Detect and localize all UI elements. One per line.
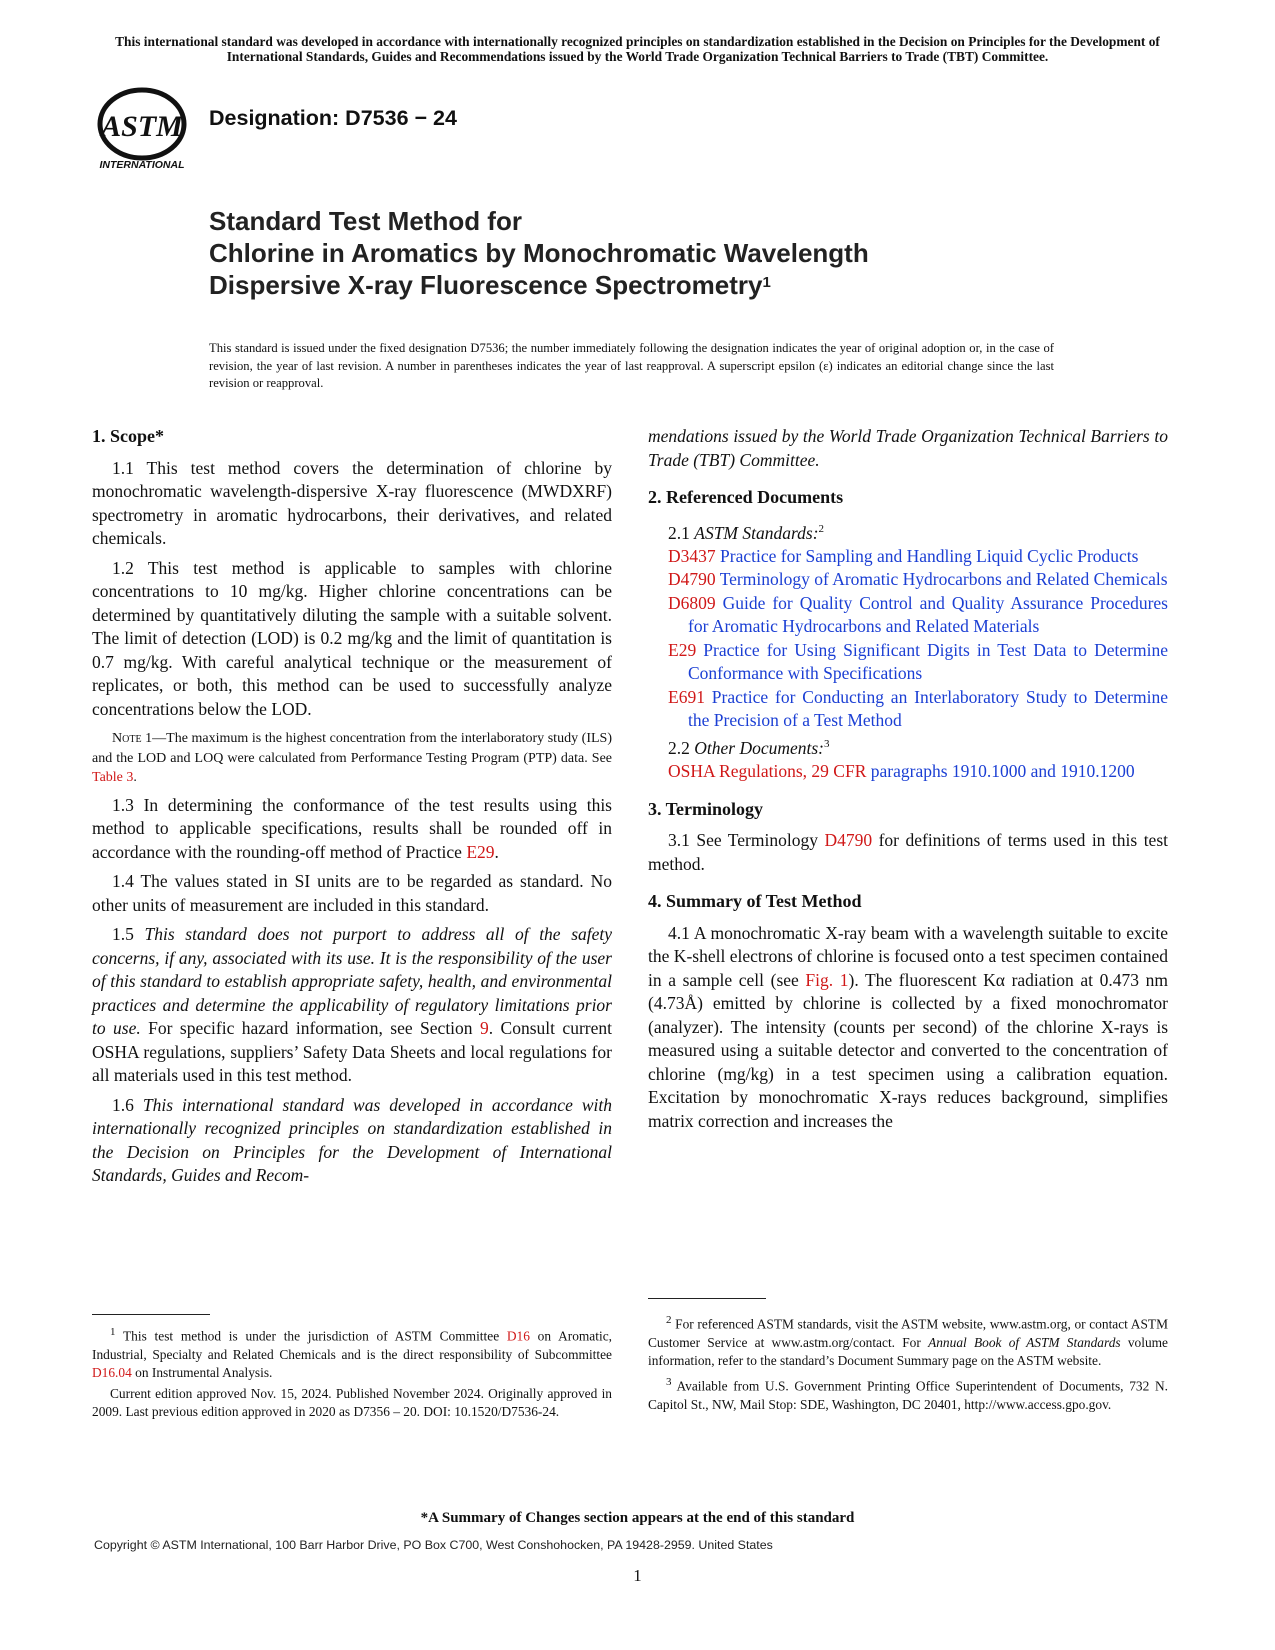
footnote-1-mark: 1 <box>110 1326 116 1338</box>
footnote-1-text-c: on Instrumental Analysis. <box>131 1365 273 1381</box>
reference-code[interactable]: D6809 <box>668 592 716 613</box>
right-column <box>648 425 1168 1133</box>
para-1-4: 1.4 The values stated in SI units are to be regarded as standard. No other units of measurement are included in this standard. <box>92 871 612 915</box>
reference-title[interactable]: Practice for Sampling and Handling Liquid Cyclic Products <box>715 545 1139 566</box>
page-number: 1 <box>633 1566 642 1585</box>
reference-e691 <box>668 686 1168 733</box>
table-3-link[interactable]: Table 3 <box>92 770 134 785</box>
footnote-3-text: Available from U.S. Government Printing Office Superintendent of Documents, 732 N. Capitol St., NW, Mail Stop: SDE, Washington, DC 20401, http://www.access.gpo.gov. <box>648 1378 1168 1412</box>
footnote-rule <box>92 1314 210 1315</box>
para-1-5 <box>92 923 612 1088</box>
para-1-5-italic: This standard does not purport to address all of the safety concerns, if any, associated with its use. It is the responsibility of the user of this standard to establish appropriate safety, health, and environmental practices and determine the applicability of regulatory limitations prior to use. <box>92 924 613 1038</box>
issued-statement: This standard is issued under the fixed designation D7536; the number immediately following the designation indicates the year of original adoption or, in the case of revision, the year of last revision. A number in parentheses indicates the year of last reapproval. A superscript epsilon (ε) indicates an editorial change since the last revision or reapproval. <box>209 341 1054 390</box>
para-2-1 <box>648 518 1168 545</box>
para-1-6-cont-text: mendations issued by the World Trade Organization Technical Barriers to Trade (TBT) Committee. <box>648 426 1168 470</box>
e29-link[interactable]: E29 <box>466 841 495 862</box>
footnote-2-mark: 2 <box>818 522 825 535</box>
reference-title[interactable]: Practice for Conducting an Interlaboratory Study to Determine the Precision of a Test Method <box>688 686 1168 731</box>
para-1-6-italic: This international standard was developed in accordance with internationally recognized principles on standardization established in the Decision on Principles for the Development of International Standards, Guides and Recom- <box>92 1094 613 1185</box>
d16-link[interactable]: D16 <box>506 1328 530 1344</box>
title-line-3-text: Dispersive X-ray Fluorescence Spectrometry <box>209 270 763 300</box>
title-line-3 <box>209 269 869 301</box>
para-3-1-text-b: for definitions of terms used in this test method. <box>648 830 1168 874</box>
para-3-1-text-a: 3.1 See Terminology <box>668 830 825 851</box>
note-1: Note 1—The maximum is the highest concentration from the interlaboratory study (ILS) and the LOD and LOQ were calculated from Performance Testing Program (PTP) data. See Table 3. <box>92 731 612 785</box>
footnote-1 <box>92 1323 612 1383</box>
section-heading-summary: 4. Summary of Test Method <box>648 891 862 912</box>
fig-1-link[interactable]: Fig. 1 <box>805 969 849 990</box>
section-heading-terminology: 3. Terminology <box>648 798 764 819</box>
para-2-2 <box>648 733 1168 760</box>
reference-title[interactable]: Terminology of Aromatic Hydrocarbons and Related Chemicals <box>715 569 1168 590</box>
footnote-1-text-b: on Aromatic, Industrial, Specialty and Related Chemicals and is the direct responsibility of Subcommittee <box>92 1328 612 1362</box>
title-line-1: Standard Test Method for <box>209 206 522 236</box>
astm-logo <box>94 86 194 176</box>
footnote-rule <box>648 1298 766 1299</box>
footnote-1-text-a: This test method is under the jurisdiction of ASTM Committee <box>115 1328 507 1344</box>
para-4-1 <box>648 922 1168 1134</box>
reference-code[interactable]: OSHA Regulations, 29 CFR <box>668 761 867 782</box>
reference-title[interactable]: Guide for Quality Control and Quality Assurance Procedures for Aromatic Hydrocarbons and Related Materials <box>688 592 1168 637</box>
para-1-5-num: 1.5 <box>112 924 145 944</box>
logo-caption: INTERNATIONAL <box>99 159 185 171</box>
document-title <box>209 205 869 301</box>
reference-code[interactable]: E29 <box>668 639 697 660</box>
reference-code[interactable]: E691 <box>668 686 705 707</box>
footnote-2-marker: 2 <box>666 1314 672 1326</box>
note-label: Note <box>112 731 142 746</box>
para-1-6-num: 1.6 <box>112 1094 143 1115</box>
d4790-link[interactable]: D4790 <box>824 830 873 851</box>
reference-d6809 <box>668 592 1168 639</box>
title-footnote-mark: 1 <box>762 274 771 291</box>
section-heading-scope: 1. Scope* <box>92 426 164 446</box>
para-1-1: 1.1 This test method covers the determination of chlorine by monochromatic wavelength-dispersive X-ray fluorescence (MWDXRF) spectrometry in aromatic hydrocarbons, their derivatives, and related chemicals. <box>92 457 612 548</box>
footnote-2-italic: Annual Book of ASTM Standards <box>928 1334 1121 1350</box>
footnote-3-marker: 3 <box>666 1375 672 1388</box>
reference-code[interactable]: D3437 <box>668 545 716 566</box>
reference-title[interactable]: paragraphs 1910.1000 and 1910.1200 <box>866 761 1135 782</box>
footnote-2 <box>648 1311 1168 1371</box>
astm-standards-label: ASTM Standards: <box>694 522 819 543</box>
note-text: 1—The maximum is the highest concentration from the interlaboratory study (ILS) and the LOD and LOQ were calculated from Performance Testing Program (PTP) data. See <box>92 731 612 766</box>
para-3-1 <box>648 829 1168 876</box>
para-4-1-text-b: ). The fluorescent Kα radiation at 0.473 nm (4.73Å) emitted by chlorine is collected by a fixed monochromator (analyzer). The intensity (counts per second) of the chlorine X-rays is measured using a suitable detector and converted to the concentration of chlorine (mg/kg) in a test specimen using a calibration equation. Excitation by monochromatic X-rays reduces background, simplifies matrix correction and increases the <box>648 969 1168 1131</box>
logo-letters: ASTM <box>101 110 183 143</box>
astm-reference-list <box>668 545 1168 733</box>
reference-e29 <box>668 639 1168 686</box>
para-4-1-text-a: 4.1 A monochromatic X-ray beam with a wavelength suitable to excite the K-shell electrons of chlorine is focused onto a test specimen contained in a sample cell (see <box>648 922 1168 990</box>
other-documents-label: Other Documents: <box>694 737 825 758</box>
para-2-2-num: 2.2 <box>668 737 695 758</box>
reference-d4790 <box>668 568 1168 592</box>
designation: Designation: D7536 − 24 <box>209 106 457 130</box>
left-column <box>92 425 612 1188</box>
footnote-2-text-a: For referenced ASTM standards, visit the ASTM website, www.astm.org, or contact ASTM Customer Service at www.astm.org/contact. For <box>648 1316 1168 1350</box>
para-2-1-num: 2.1 <box>668 522 695 543</box>
para-1-5-text-a: For specific hazard information, see Section <box>140 1018 480 1038</box>
reference-osha <box>668 760 1168 784</box>
para-1-5-text-b: . Consult current OSHA regulations, suppliers’ Safety Data Sheets and local regulations for all materials used in this test method. <box>92 1018 612 1085</box>
section-9-link[interactable]: 9 <box>479 1018 489 1038</box>
para-1-3: 1.3 In determining the conformance of the test results using this method to applicable specifications, results shall be rounded off in accordance with the rounding-off method of Practice E29. <box>92 794 612 862</box>
section-heading-referenced-documents: 2. Referenced Documents <box>648 487 844 507</box>
wto-notice: This international standard was developed in accordance with internationally recognized principles on standardization established in the Decision on Principles for the Development of International Standards, Guides and Recommendations issued by the World Trade Organization Technical Barriers to Trade (TBT) Committee. <box>115 34 1160 64</box>
para-1-2: 1.2 This test method is applicable to samples with chlorine concentrations to 10 mg/kg. Higher chlorine concentrations can be determined by quantitatively diluting the sample with a suitable solvent. The limit of detection (LOD) is 0.2 mg/kg and the limit of quantitation is 0.7 mg/kg. With careful analytical technique or the measurement of replicates, or both, this method can be used to successfully analyze concentrations below the LOD. <box>92 557 612 719</box>
d16-04-link[interactable]: D16.04 <box>92 1365 132 1381</box>
summary-of-changes-note: *A Summary of Changes section appears at the end of this standard <box>420 1510 855 1526</box>
footnote-2-text-b: volume information, refer to the standard’s Document Summary page on the ASTM website. <box>648 1334 1168 1369</box>
footnote-3-mark: 3 <box>824 737 830 750</box>
reference-title[interactable]: Practice for Using Significant Digits in Test Data to Determine Conformance with Specifications <box>688 639 1168 684</box>
footnotes-right <box>648 1298 1168 1414</box>
other-reference-list <box>668 760 1168 784</box>
footnote-3 <box>648 1373 1168 1414</box>
para-1-6-continued <box>648 425 1168 472</box>
astm-logo-icon <box>94 86 194 176</box>
copyright-line: Copyright © ASTM International, 100 Barr Harbor Drive, PO Box C700, West Conshohocken, PA 19428-2959. United States <box>94 1538 773 1552</box>
para-1-3-text: 1.3 In determining the conformance of the test results using this method to applicable specifications, results shall be rounded off in accordance with the rounding-off method of Practice <box>92 794 612 862</box>
para-1-6 <box>92 1094 612 1188</box>
footnotes-left <box>92 1314 612 1422</box>
title-line-2: Chlorine in Aromatics by Monochromatic Wavelength <box>209 238 869 268</box>
footnote-1-edition: Current edition approved Nov. 15, 2024. Published November 2024. Originally approved in 2009. Last previous edition approved in 2020 as D7356 – 20. DOI: 10.1520/D7536-24. <box>92 1385 612 1420</box>
reference-code[interactable]: D4790 <box>668 569 716 590</box>
reference-d3437 <box>668 545 1168 569</box>
